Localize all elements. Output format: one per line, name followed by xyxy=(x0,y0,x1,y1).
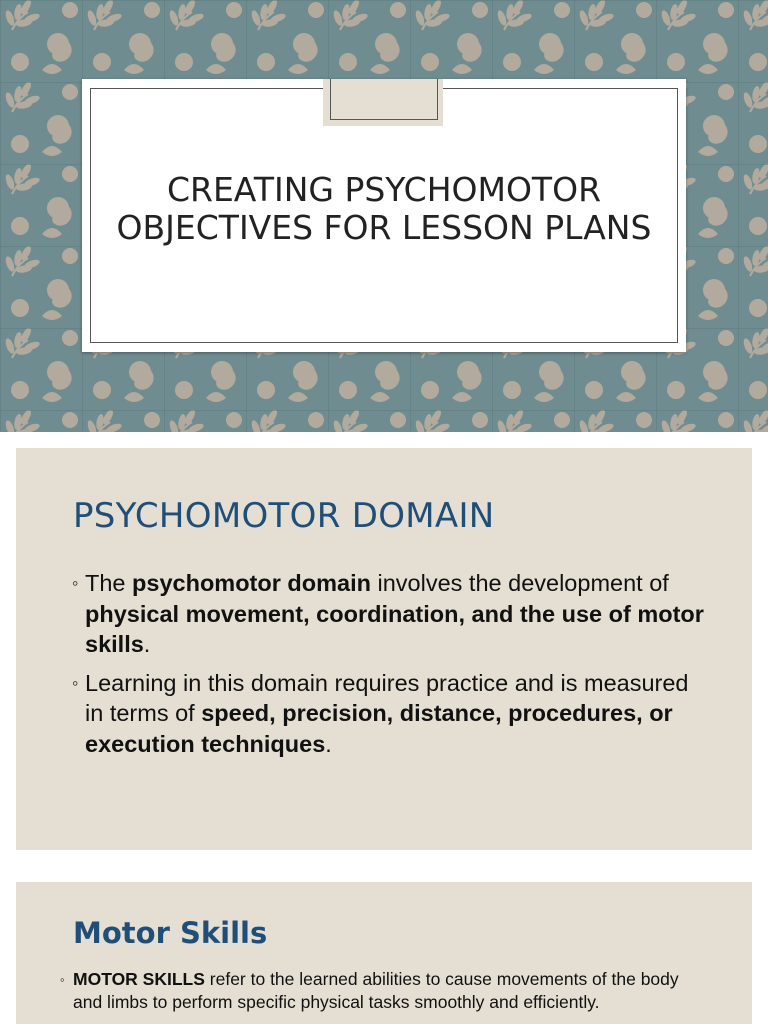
title-slide xyxy=(0,0,768,432)
circle-bullet-icon: ◦ xyxy=(60,972,65,987)
bullet-text: refer to the learned abilities to cause movements of the body and limbs to perform specific physical tasks smoothly and efficiently. xyxy=(73,969,679,1012)
bullet-item xyxy=(60,968,710,1014)
circle-bullet-icon: ◦ xyxy=(72,573,79,593)
title-line-1: CREATING PSYCHOMOTOR xyxy=(166,170,601,209)
bullet-list xyxy=(72,568,712,767)
bullet-bold-text: physical movement, coordination, and the use of motor skills xyxy=(85,600,704,657)
title-line-2: OBJECTIVES FOR LESSON PLANS xyxy=(116,208,652,247)
psychomotor-domain-slide xyxy=(16,448,752,850)
bullet-text: . xyxy=(143,631,151,657)
slide-heading: Motor Skills xyxy=(73,916,268,950)
slide-heading: PSYCHOMOTOR DOMAIN xyxy=(73,496,495,536)
bullet-text: involves the development of xyxy=(370,570,669,596)
title-card xyxy=(82,79,686,352)
bullet-bold-text: psychomotor domain xyxy=(132,570,371,596)
bullet-item xyxy=(72,668,712,760)
bullet-bold-text: MOTOR SKILLS xyxy=(73,969,205,989)
motor-skills-slide xyxy=(16,882,752,1024)
slide-title xyxy=(82,171,686,247)
bullet-bold-text: speed, precision, distance, procedures, or execution techniques xyxy=(85,700,673,757)
bullet-text: Learning in this domain requires practice and is measured in terms of xyxy=(85,669,689,726)
bullet-text: The xyxy=(85,570,133,596)
bullet-text: . xyxy=(325,730,332,757)
bullet-item xyxy=(72,568,712,660)
circle-bullet-icon: ◦ xyxy=(72,672,79,693)
card-tab-inner xyxy=(330,79,438,120)
